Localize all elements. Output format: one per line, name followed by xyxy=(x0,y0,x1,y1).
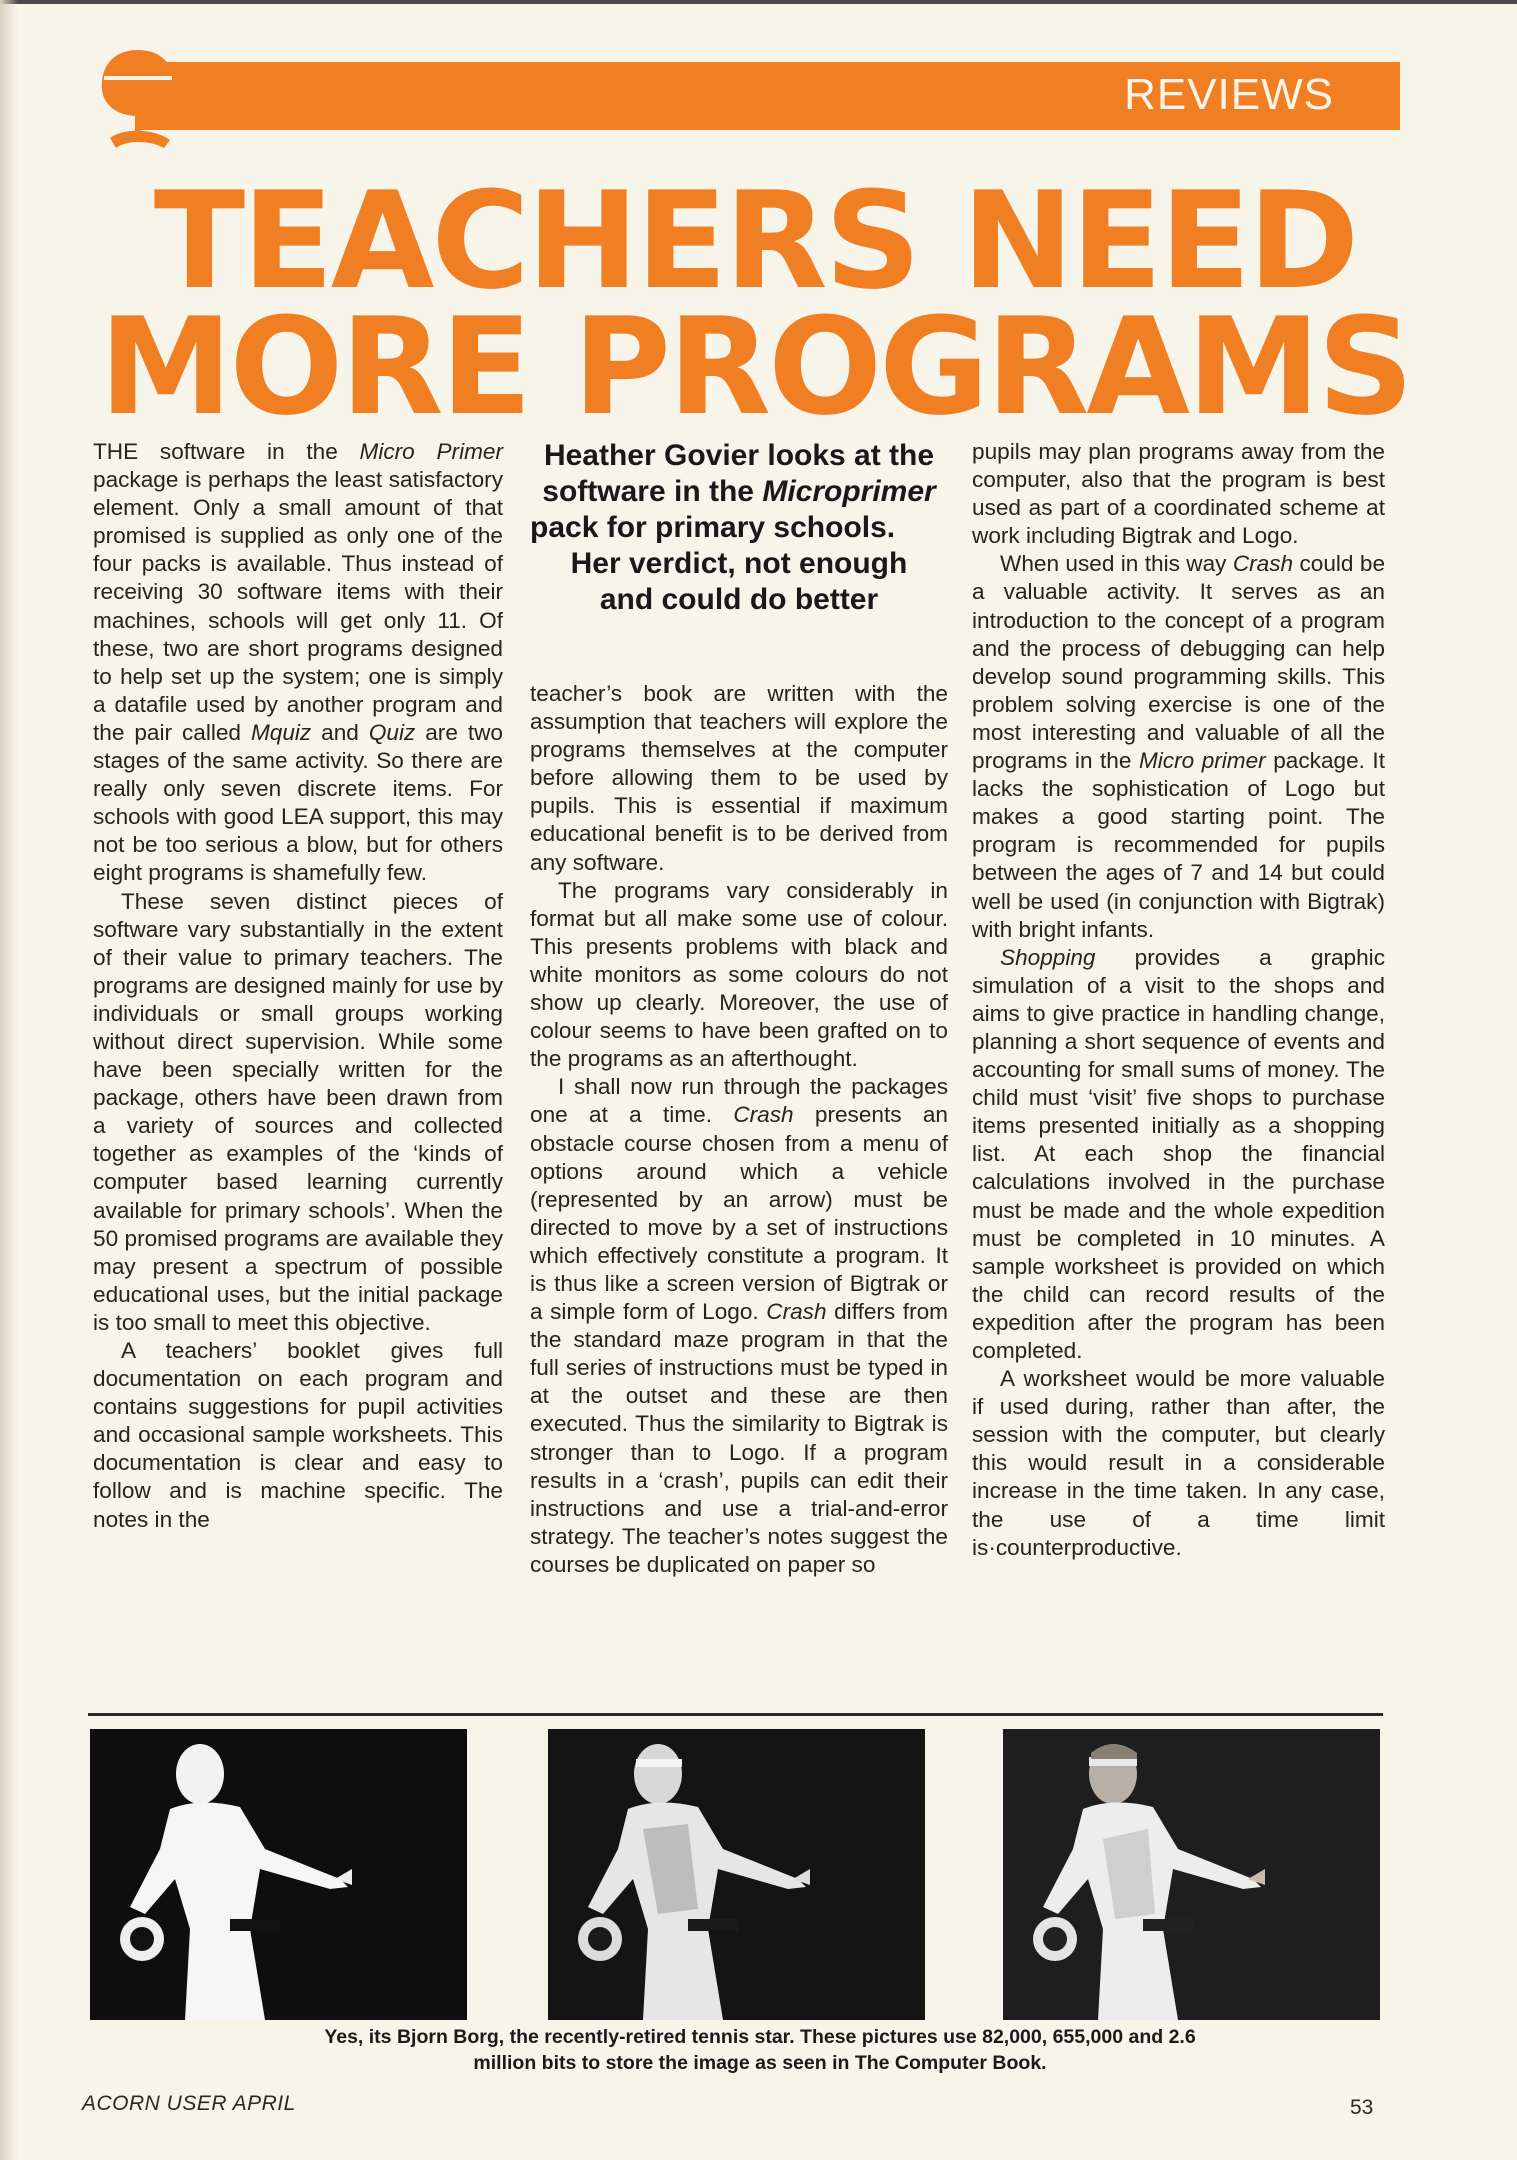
section-label: REVIEWS xyxy=(1124,70,1334,119)
article-column-1 xyxy=(93,438,503,1708)
section-header-bar xyxy=(138,62,1400,130)
article-column-3 xyxy=(972,438,1385,1708)
headline-line-1: TEACHERS NEED xyxy=(153,163,1357,319)
standfirst-line-5: and could do better xyxy=(599,583,879,616)
paragraph-9: Shopping provides a graphic simulation of a visit to the shops and aims to give practice in handling change, planning a short sequence of events and accounting for small sums of money. The child must ‘visit’ five shops to purchase items presented initially as a shopping list. At each shop the financial calculations involved in the purchase must be made and the whole expedition must be completed in 10 minutes. A sample worksheet is provided on which the child can record results of the expedition after the program has been completed. xyxy=(972,944,1385,1363)
page-top-edge xyxy=(0,0,1517,4)
paragraph-7: pupils may plan programs away from the computer, also that the program is best used as part of a coordinated scheme at work including Bigtrak and Logo. xyxy=(972,439,1385,549)
paragraph-1: THE software in the Micro Primer package is perhaps the least satisfactory element. Only a small amount of that promised is supplied as only one of the four packs is available. Thus instead of receiving 30 software items with their machines, schools will get only 11. Of these, two are short programs designed to help set up the system; one is simply a datafile used by another program and the pair called Mquiz and Quiz are two stages of the same activity. So there are really only seven discrete items. For schools with good LEA support, this may not be too serious a blow, but for others eight programs is shamefully few. xyxy=(93,439,503,886)
headline xyxy=(95,163,1415,445)
caption-line-2: million bits to store the image as seen in The Computer Book. xyxy=(473,2052,1047,2074)
standfirst-line-4: Her verdict, not enough xyxy=(570,547,908,580)
paragraph-8: When used in this way Crash could be a valuable activity. It serves as an introduction to the concept of a program and the process of debugging can help develop sound programming skills. This problem solving exercise is one of the most interesting and valuable of all the programs in the Micro primer package. It lacks the sophistication of Logo but makes a good starting point. The program is recommended for pupils between the ages of 7 and 14 but could well be used (in conjunction with Bigtrak) with bright infants. xyxy=(972,551,1386,942)
binding-shadow xyxy=(0,0,18,2160)
footer-page-number: 53 xyxy=(1350,2096,1374,2119)
tennis-player-image-3 xyxy=(1003,1729,1380,2020)
paragraph-4: teacher’s book are written with the assumption that teachers will explore the programs themselves at the computer before allowing them to be used by pupils. This is essential if maximum educational benefit is to be derived from any software. xyxy=(530,681,948,875)
standfirst-line-1: Heather Govier looks at the xyxy=(543,439,935,472)
photo-tennis-player-mid-res xyxy=(548,1729,925,2020)
photo-tennis-player-low-res xyxy=(90,1729,467,2020)
photo-tennis-player-high-res xyxy=(1003,1729,1380,2020)
column-bottom-rule xyxy=(88,1713,1383,1716)
paragraph-10: A worksheet would be more valuable if used during, rather than after, the session with the computer, but clearly this would result in a considerable increase in the time taken. In any case, the use of a time limit is·counterproductive. xyxy=(972,1366,1385,1560)
paragraph-5: The programs vary considerably in format but all make some use of colour. This presents problems with black and white monitors as some colours do not show up clearly. Moreover, the use of colour seems to have been grafted on to the programs as an afterthought. xyxy=(530,877,948,1072)
article-column-2 xyxy=(530,438,948,1708)
paragraph-2: These seven distinct pieces of software vary substantially in the extent of their value to primary teachers. The programs are designed mainly for use by individuals or small groups working without direct supervision. While some have been specially written for the package, others have been drawn from a variety of sources and collected together as examples of the ‘kinds of computer based learning currently available for primary schools’. When the 50 promised programs are available they may present a spectrum of possible educational uses, but the initial package is too small to meet this objective. xyxy=(93,888,503,1335)
photo-caption xyxy=(170,2024,1350,2076)
caption-line-1: Yes, its Bjorn Borg, the recently-retired tennis star. These pictures use 82,000, 655,000 and 2.6 xyxy=(324,2026,1196,2048)
acorn-logo-icon xyxy=(92,44,184,156)
paragraph-6: I shall now run through the packages one at a time. Crash presents an obstacle course chosen from a menu of options around which a vehicle (represented by an arrow) must be directed to move by a set of instructions which effectively constitute a program. It is thus like a screen version of Bigtrak or a simple form of Logo. Crash differs from the standard maze program in that the full series of instructions must be typed in at the outset and these are then executed. Thus the similarity to Bigtrak is stronger than to Logo. If a program results in a ‘crash’, pupils can edit their instructions and use a trial-and-error strategy. The teacher’s notes suggest the courses be duplicated on paper so xyxy=(530,1074,948,1577)
headline-line-2: MORE PROGRAMS xyxy=(99,289,1411,445)
paragraph-3: A teachers’ booklet gives full documentation on each program and contains suggestions for pupil activities and occasional sample worksheets. This documentation is clear and easy to follow and is machine specific. The notes in the xyxy=(93,1338,503,1532)
tennis-player-image-1 xyxy=(90,1729,467,2020)
footer-publication: ACORN USER APRIL xyxy=(82,2092,296,2115)
tennis-player-image-2 xyxy=(548,1729,925,2020)
standfirst xyxy=(530,438,948,618)
standfirst-line-2: software in the Microprimer xyxy=(542,475,936,508)
standfirst-line-3: pack for primary schools. xyxy=(530,511,896,544)
